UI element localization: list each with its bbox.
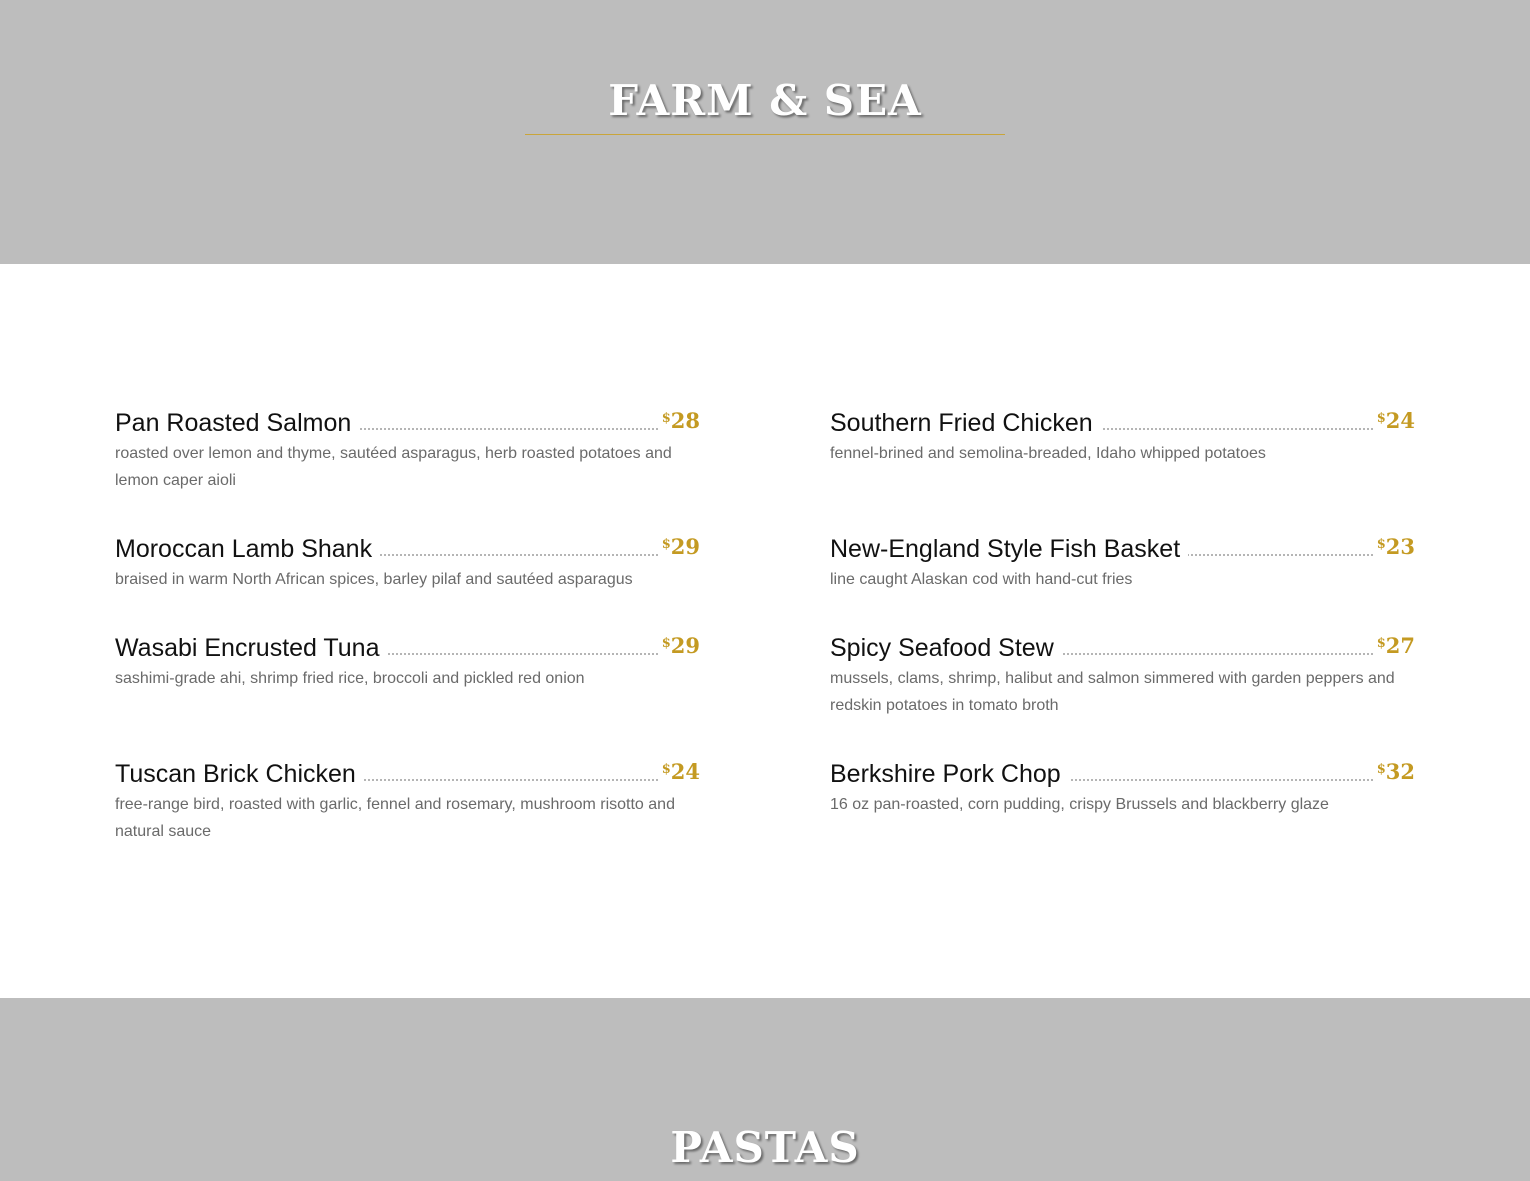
currency-symbol: $ [1376,411,1386,426]
currency-symbol: $ [1376,762,1386,777]
menu-item-price [1377,759,1415,785]
menu-item-name: Moroccan Lamb Shank [115,534,380,564]
menu-item-name: Tuscan Brick Chicken [115,759,364,789]
currency-symbol: $ [661,537,671,552]
farm-and-sea-banner [0,0,1530,264]
price-value: 29 [670,633,700,658]
farm-and-sea-heading: FARM & SEA [608,76,922,125]
price-value: 23 [1385,534,1415,559]
menu-item-spicy-seafood-stew [830,633,1415,719]
menu-item-description: braised in warm North African spices, barley pilaf and sautéed asparagus [115,571,633,588]
menu-item-price [662,408,700,434]
menu-item-price [662,633,700,659]
menu-item-name: Berkshire Pork Chop [830,759,1069,789]
menu-item-wasabi-encrusted-tuna [115,633,700,692]
menu-item-name: Southern Fried Chicken [830,408,1101,438]
menu-item-description: roasted over lemon and thyme, sautéed asparagus, herb roasted potatoes and lemon caper aioli [115,445,672,489]
price-value: 24 [1385,408,1415,433]
currency-symbol: $ [661,411,671,426]
pastas-banner [0,998,1530,1181]
menu-item-description: line caught Alaskan cod with hand-cut fries [830,571,1133,588]
heading-divider [525,134,1005,135]
menu-item-moroccan-lamb-shank [115,534,700,593]
currency-symbol: $ [1376,636,1386,651]
currency-symbol: $ [661,762,671,777]
menu-item-name: Spicy Seafood Stew [830,633,1062,663]
pastas-heading: PASTAS [670,1123,860,1172]
currency-symbol: $ [661,636,671,651]
menu-item-description: mussels, clams, shrimp, halibut and salmon simmered with garden peppers and redskin potatoes in tomato broth [830,670,1395,714]
menu-item-pan-roasted-salmon [115,408,700,494]
menu-item-name: Wasabi Encrusted Tuna [115,633,388,663]
price-value: 28 [670,408,700,433]
menu-item-description: 16 oz pan-roasted, corn pudding, crispy Brussels and blackberry glaze [830,796,1329,813]
menu-item-name: Pan Roasted Salmon [115,408,359,438]
menu-item-price [662,534,700,560]
price-value: 24 [670,759,700,784]
price-value: 32 [1385,759,1415,784]
price-value: 29 [670,534,700,559]
menu-item-price [1377,633,1415,659]
menu-item-description: free-range bird, roasted with garlic, fennel and rosemary, mushroom risotto and natural sauce [115,796,675,840]
menu-item-description: sashimi-grade ahi, shrimp fried rice, broccoli and pickled red onion [115,670,585,687]
menu-item-name: New-England Style Fish Basket [830,534,1188,564]
menu-item-tuscan-brick-chicken [115,759,700,845]
menu-item-berkshire-pork-chop [830,759,1415,818]
currency-symbol: $ [1376,537,1386,552]
menu-item-price [1377,408,1415,434]
menu-item-price [662,759,700,785]
menu-item-description: fennel-brined and semolina-breaded, Idaho whipped potatoes [830,445,1266,462]
menu-item-southern-fried-chicken [830,408,1415,467]
menu-item-new-england-fish-basket [830,534,1415,593]
menu-item-price [1377,534,1415,560]
price-value: 27 [1385,633,1415,658]
